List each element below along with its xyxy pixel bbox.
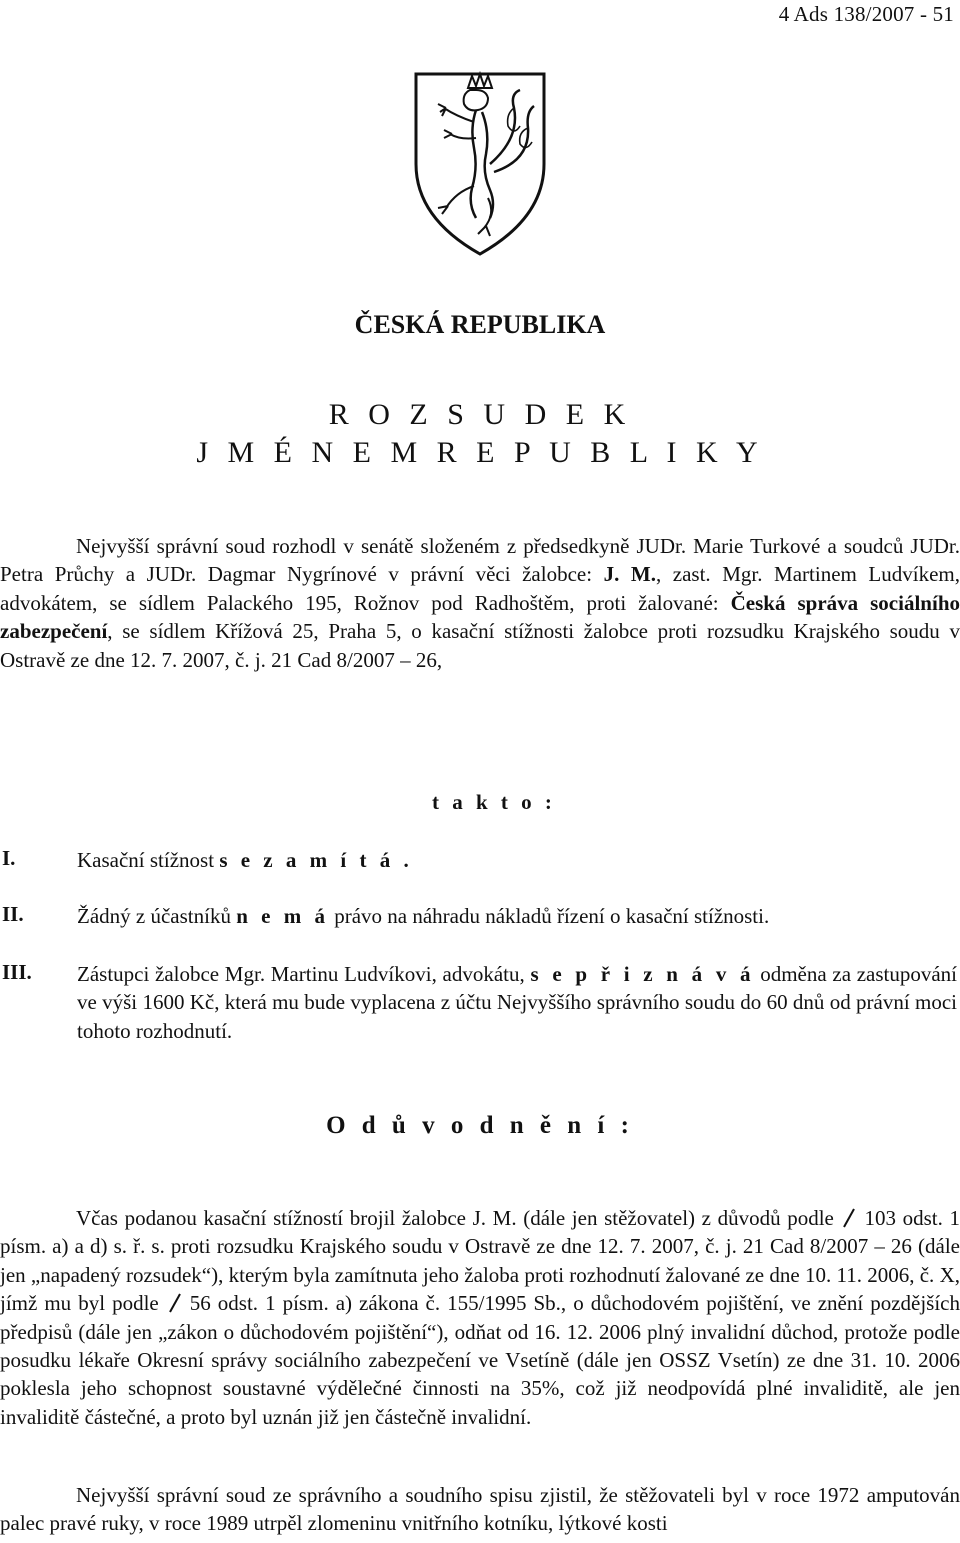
item-ruling: n e m á	[236, 904, 329, 928]
decision-item-number: III.	[2, 960, 32, 984]
decision-item-number: II.	[2, 902, 24, 926]
item-ruling: s e z a m í t á .	[219, 848, 413, 872]
decision-item-text	[77, 846, 957, 874]
reasoning-heading: O d ů v o d n ě n í :	[326, 1112, 634, 1139]
country-title: ČESKÁ REPUBLIKA	[354, 310, 606, 339]
decision-item-text	[77, 902, 957, 930]
defendant-name: Česká správa sociálního zabezpečení	[0, 590, 960, 644]
reasoning-paragraph-2	[0, 1481, 960, 1538]
case-number: 4 Ads 138/2007 - 51	[778, 2, 954, 26]
verdict-heading: R O Z S U D E K	[328, 398, 632, 431]
plaintiff-name: J. M.	[603, 562, 656, 587]
item-text-before: Žádný z účastníků	[77, 904, 237, 928]
intro-text-1: Nejvyšší správní soud rozhodl v senátě složeném z předsedkyně JUDr. Marie Turkové a soudců JUDr. Petra Průchy a JUDr. Dagmar Nygrínové v právní věci žalobce:	[0, 534, 960, 587]
reasoning-text-1: Včas podanou kasační stížností brojil žalobce J. M. (dále jen stěžovatel) z důvodů podle	[76, 1206, 841, 1230]
intro-text-2: , zast. Mgr. Martinem Ludvíkem, advokátem, se sídlem Palackého 195, Rožnov pod Radhoštěm, proti žalované:	[0, 562, 960, 615]
reasoning-text-4: Nejvyšší správní soud ze správního a soudního spisu zjistil, že stěžovateli byl v roce 1972 amputován palec pravé ruky, v roce 1989 utrpěl zlomeninu vnitřního kotníku, lýtkové kosti	[0, 1483, 960, 1536]
decision-heading: t a k t o :	[432, 790, 556, 814]
czech-coat-of-arms-icon	[410, 68, 550, 258]
item-text-after: odměna za zastupování ve výši 1600 Kč, která mu bude vyplacena z účtu Nejvyššího správního soudu do 60 dnů od právní moci tohoto rozhodnutí.	[77, 962, 958, 1043]
decision-item-number: I.	[2, 846, 16, 870]
verdict-subheading: J M É N E M R E P U B L I K Y	[196, 436, 764, 469]
section-sign-icon	[840, 1207, 858, 1229]
item-ruling: s e p ř i z n á v á	[530, 962, 755, 986]
decision-item-text	[77, 960, 957, 1045]
reasoning-text-3: 56 odst. 1 písm. a) zákona č. 155/1995 Sb., o důchodovém pojištění, ve znění pozdějších předpisů (dále jen „zákon o důchodovém pojištění“), odňat od 16. 12. 2006 plný invalidní důchod, protože podle posudku lékaře Okresní správy sociálního zabezpečení ve Vsetíně (dále jen OSSZ Vsetín) ze dne 31. 10. 2006 poklesla jeho schopnost soustavné výdělečné činnosti na 35%, což již neodpovídá plné invaliditě, ale jen invaliditě částečné, a proto byl uznán již jen částečně invalidní.	[0, 1291, 960, 1429]
section-sign-icon	[166, 1292, 184, 1314]
reasoning-text-2: 103 odst. 1 písm. a) a d) s. ř. s. proti rozsudku Krajského soudu v Ostravě ze dne 12. 7. 2007, č. j. 21 Cad 8/2007 – 26 (dále jen „napadený rozsudek“), kterým byla zamítnuta jeho žaloba proti rozhodnutí žalované ze dne 10. 11. 2006, č. X, jímž mu byl podle	[0, 1206, 960, 1316]
item-text-after: právo na náhradu nákladů řízení o kasační stížnosti.	[328, 904, 770, 928]
introduction-paragraph	[0, 532, 960, 674]
reasoning-paragraph-1	[0, 1204, 960, 1431]
item-text-before: Kasační stížnost	[77, 848, 220, 872]
item-text-before: Zástupci žalobce Mgr. Martinu Ludvíkovi, advokátu,	[77, 962, 531, 986]
intro-text-3: , se sídlem Křížová 25, Praha 5, o kasační stížnosti žalobce proti rozsudku Krajského soudu v Ostravě ze dne 12. 7. 2007, č. j. 21 Cad 8/2007 – 26,	[0, 619, 960, 672]
